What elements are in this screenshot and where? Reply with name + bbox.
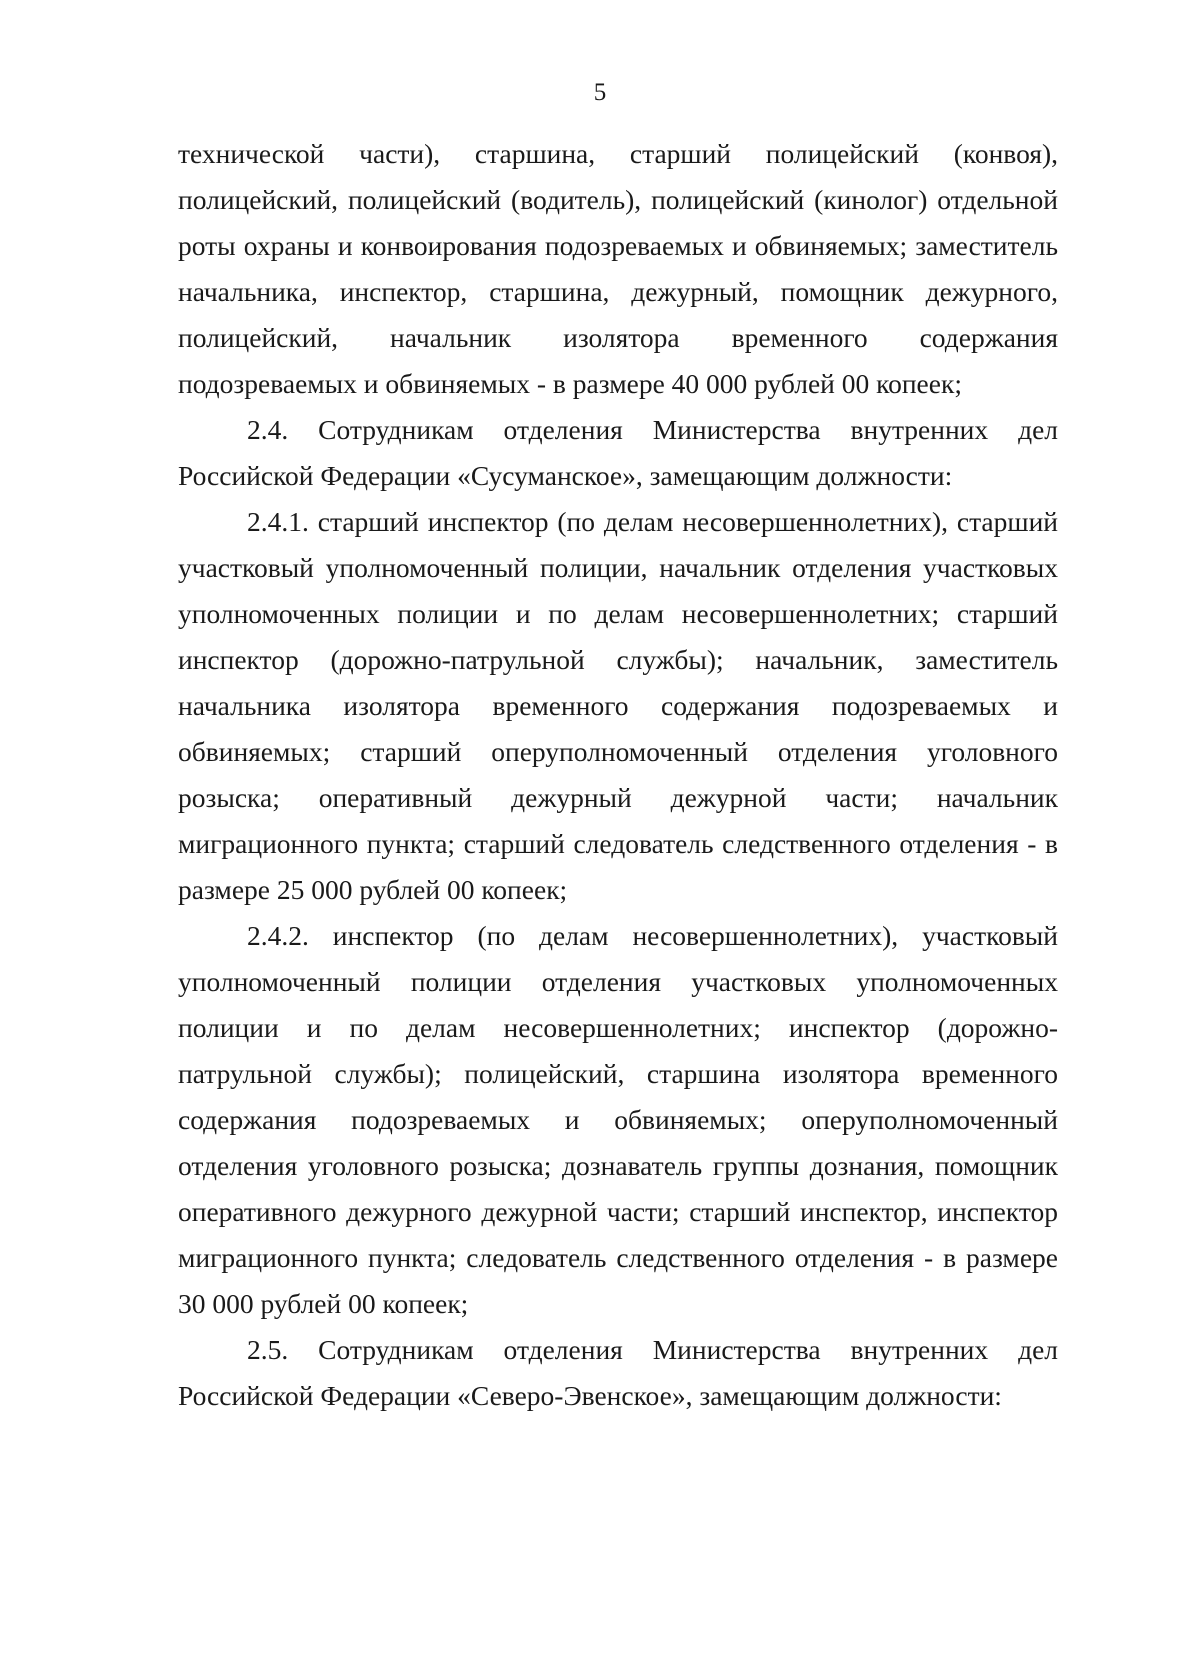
text-line: размере 25 000 рублей 00 копеек; — [178, 874, 568, 905]
text-line: полиции и по делам несовершеннолетних; инспектор (дорожно- — [178, 1012, 1058, 1043]
text-line: оперативного дежурного дежурной части; старший инспектор, инспектор — [178, 1196, 1058, 1227]
text-line: отделения уголовного розыска; дознаватель группы дознания, помощник — [178, 1150, 1058, 1181]
page-number: 5 — [593, 79, 607, 106]
text-line: технической части), старшина, старший полицейский (конвоя), — [178, 138, 1058, 169]
text-line: миграционного пункта; следователь следственного отделения - в размере — [178, 1242, 1058, 1273]
text-line: розыска; оперативный дежурный дежурной части; начальник — [178, 782, 1058, 813]
text-line: полицейский, полицейский (водитель), полицейский (кинолог) отдельной — [178, 184, 1058, 215]
paragraph-heading-2-4-2: 2.4.2. инспектор (по делам несовершеннолетних), участковый — [247, 920, 1058, 951]
text-line: инспектор (дорожно-патрульной службы); начальник, заместитель — [178, 644, 1058, 675]
text-line: уполномоченных полиции и по делам несовершеннолетних; старший — [178, 598, 1058, 629]
text-line: миграционного пункта; старший следователь следственного отделения - в — [178, 828, 1058, 859]
paragraph-heading-2-4: 2.4. Сотрудникам отделения Министерства внутренних дел — [247, 414, 1058, 445]
paragraph-heading-2-5: 2.5. Сотрудникам отделения Министерства внутренних дел — [247, 1334, 1058, 1365]
text-line: роты охраны и конвоирования подозреваемых и обвиняемых; заместитель — [178, 230, 1058, 261]
text-line: Российской Федерации «Северо-Эвенское», замещающим должности: — [178, 1380, 1002, 1411]
paragraph-heading-2-4-1: 2.4.1. старший инспектор (по делам несовершеннолетних), старший — [247, 506, 1058, 537]
text-line: начальника изолятора временного содержания подозреваемых и — [178, 690, 1058, 721]
text-line: патрульной службы); полицейский, старшина изолятора временного — [178, 1058, 1058, 1089]
text-line: 30 000 рублей 00 копеек; — [178, 1288, 469, 1319]
text-line: содержания подозреваемых и обвиняемых; оперуполномоченный — [178, 1104, 1058, 1135]
text-line: участковый уполномоченный полиции, начальник отделения участковых — [178, 552, 1058, 583]
text-line: полицейский, начальник изолятора временного содержания — [178, 322, 1058, 353]
text-line: начальника, инспектор, старшина, дежурный, помощник дежурного, — [178, 276, 1058, 307]
text-line: Российской Федерации «Сусуманское», замещающим должности: — [178, 460, 953, 491]
text-line: обвиняемых; старший оперуполномоченный отделения уголовного — [178, 736, 1058, 767]
text-line: подозреваемых и обвиняемых - в размере 40 000 рублей 00 копеек; — [178, 368, 962, 399]
text-line: уполномоченный полиции отделения участковых уполномоченных — [178, 966, 1058, 997]
